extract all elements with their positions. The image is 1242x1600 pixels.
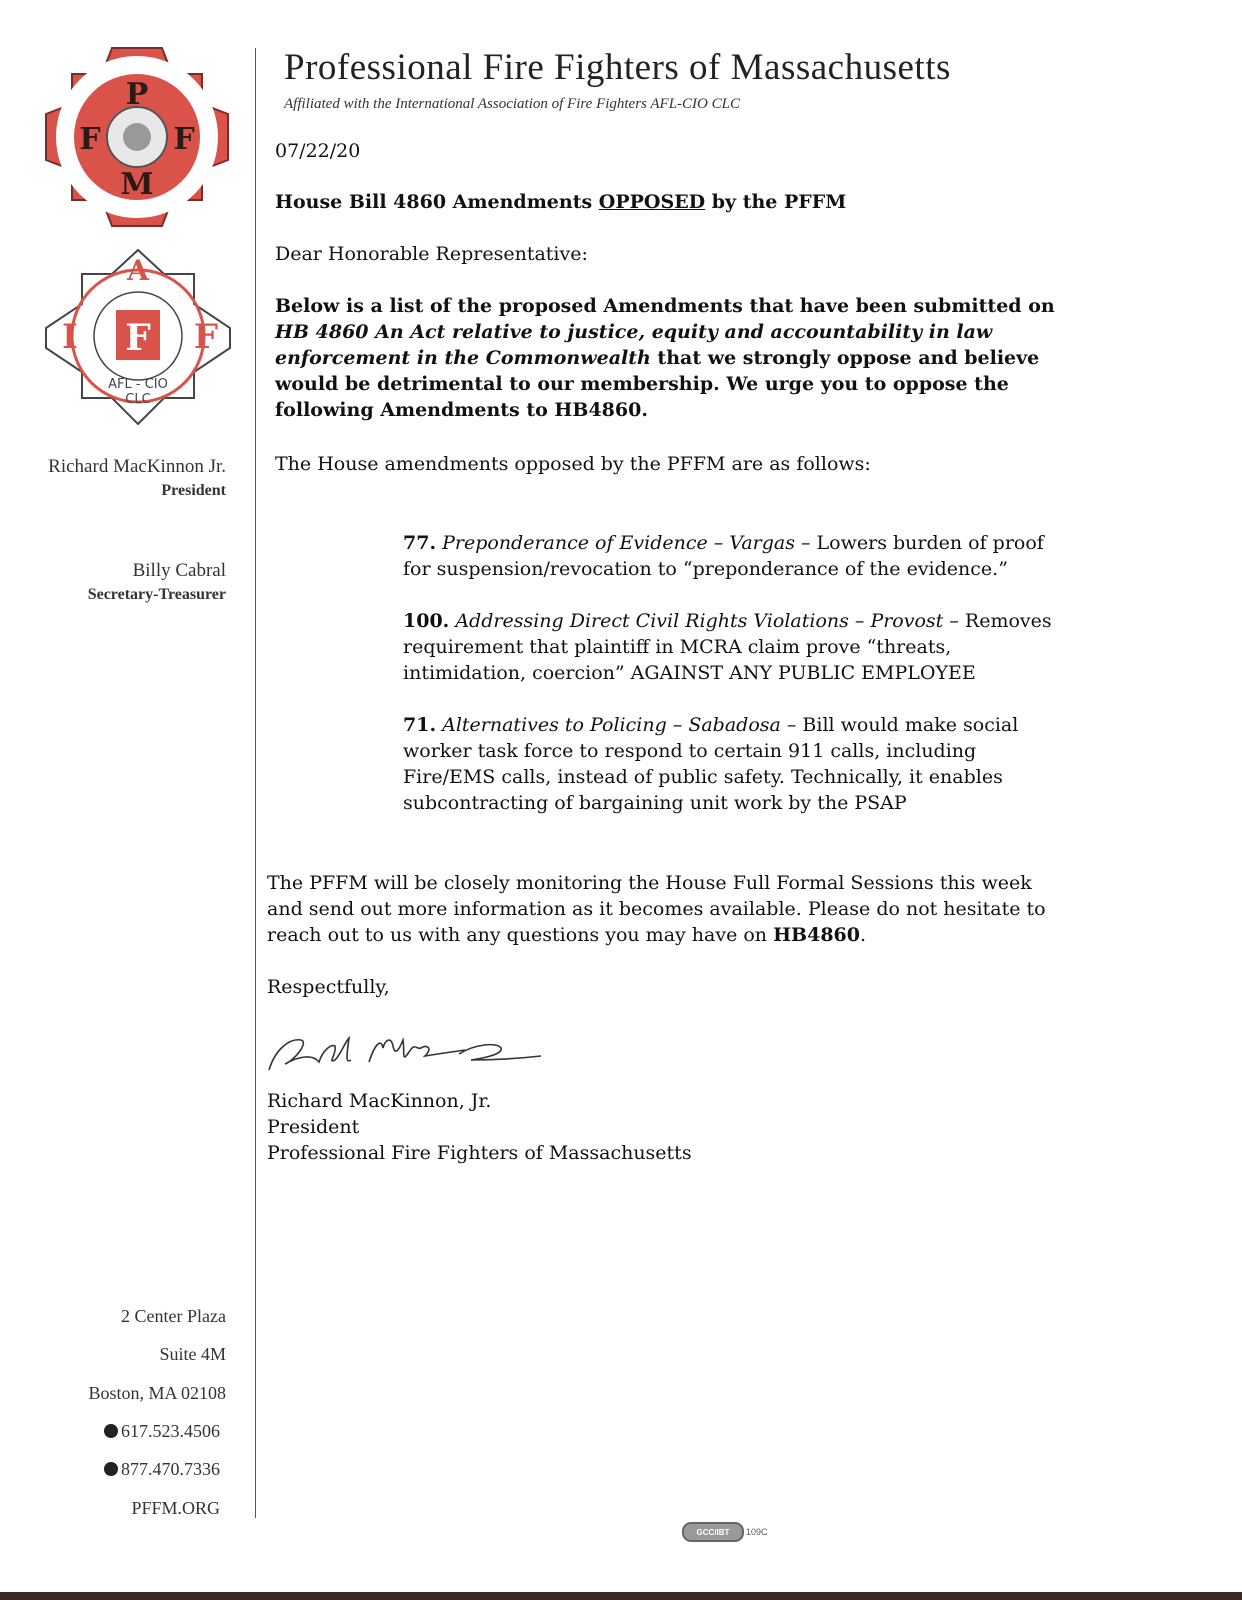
amendment-desc: – Removes requirement that plaintiff in MCRA claim prove “threats, intimidation, coercion” AGAINST ANY PUBLIC EMPLOYEE — [403, 610, 1052, 684]
iaff-afl-cio: AFL - CIO — [108, 377, 168, 392]
subject-emph: OPPOSED — [598, 191, 706, 213]
amendment-title: Alternatives to Policing – Sabadosa — [442, 714, 781, 736]
signer-org: Professional Fire Fighters of Massachusetts — [267, 1142, 692, 1164]
signer-name: Richard MacKinnon, Jr. — [267, 1090, 492, 1112]
closing-text-2: . — [860, 924, 867, 946]
signoff: Respectfully, — [267, 976, 390, 998]
amendment-desc: – Bill would make social worker task force to respond to certain 911 calls, including Fire/EMS calls, instead of public safety. Technically, it enables subcontracting of bargaining unit work by the PSAP — [403, 714, 1019, 814]
phone-number: 617.523.4506 — [121, 1421, 220, 1441]
iaff-clc: CLC — [125, 392, 151, 407]
address-line1: 2 Center Plaza — [121, 1306, 226, 1326]
pffm-letter-f-right: F — [173, 122, 195, 157]
officer2-name: Billy Cabral — [132, 560, 226, 581]
amendment-title: Addressing Direct Civil Rights Violations – Provost — [455, 610, 944, 632]
iaff-letter-a: A — [127, 254, 149, 287]
subject-post: by the PFFM — [705, 191, 847, 213]
amendment-number: 71. — [403, 714, 437, 736]
amendment-item — [403, 712, 1068, 816]
officer2-title: Secretary-Treasurer — [87, 586, 226, 603]
amendment-number: 77. — [403, 532, 437, 554]
org-name-heading: Professional Fire Fighters of Massachusetts — [284, 47, 951, 88]
iaff-letter-f: F — [193, 317, 219, 357]
officer1-name: Richard MacKinnon Jr. — [48, 456, 226, 477]
amendment-desc: – Lowers burden of proof for suspension/revocation to “preponderance of the evidence.” — [403, 532, 1044, 580]
union-bug-label: GCC/IBT — [682, 1522, 744, 1542]
fax-number: 877.470.7336 — [121, 1459, 220, 1479]
subject-pre: House Bill 4860 Amendments — [275, 191, 599, 213]
intro-bill-title: HB 4860 An Act relative to justice, equity and accountability in law enforcement in the Commonwealth — [275, 321, 993, 369]
fax-icon — [104, 1462, 118, 1476]
pffm-letter-p: P — [125, 77, 149, 112]
amendment-item — [403, 530, 1068, 582]
pffm-letter-f-left: F — [79, 122, 101, 157]
amendment-title: Preponderance of Evidence – Vargas — [442, 532, 795, 554]
website: PFFM.ORG — [131, 1498, 220, 1518]
sidebar-divider — [255, 48, 256, 1518]
phone-row — [104, 1421, 220, 1442]
amendment-number: 100. — [403, 610, 450, 632]
signature — [265, 1020, 555, 1080]
amendment-item — [403, 608, 1068, 686]
intro-text-1: Below is a list of the proposed Amendments that have been submitted on — [275, 295, 1055, 317]
salutation: Dear Honorable Representative: — [275, 243, 588, 265]
address-line2: Suite 4M — [159, 1344, 226, 1364]
closing-text-1: The PFFM will be closely monitoring the House Full Formal Sessions this week and send out more information as it becomes available. Please do not hesitate to reach out to us with any questions you may have on — [267, 872, 1046, 946]
signer-title: President — [267, 1116, 360, 1138]
iaff-letter-i: I — [62, 317, 78, 357]
intro-paragraph — [275, 293, 1065, 423]
list-intro: The House amendments opposed by the PFFM are as follows: — [275, 453, 871, 475]
closing-paragraph — [267, 870, 1067, 948]
pffm-logo — [42, 44, 232, 230]
officer1-title: President — [161, 482, 226, 499]
union-bug-number: 109C — [746, 1527, 768, 1537]
phone-icon — [104, 1424, 118, 1438]
union-bug — [682, 1522, 768, 1542]
address-line3: Boston, MA 02108 — [88, 1383, 226, 1403]
affiliation-line: Affiliated with the International Association of Fire Fighters AFL-CIO CLC — [284, 96, 740, 112]
iaff-logo — [44, 248, 232, 426]
pffm-letter-m: M — [120, 167, 154, 202]
bottom-border — [0, 1592, 1242, 1600]
letter-subject — [275, 189, 846, 215]
letter-date: 07/22/20 — [275, 140, 361, 162]
closing-bill-ref: HB4860 — [773, 924, 860, 946]
fax-row — [104, 1459, 220, 1480]
intro-text-2: that we strongly oppose and believe would be detrimental to our membership. We urge you to oppose the following Amendments to HB4860. — [275, 347, 1040, 421]
iaff-letter-center-f: F — [125, 317, 151, 359]
